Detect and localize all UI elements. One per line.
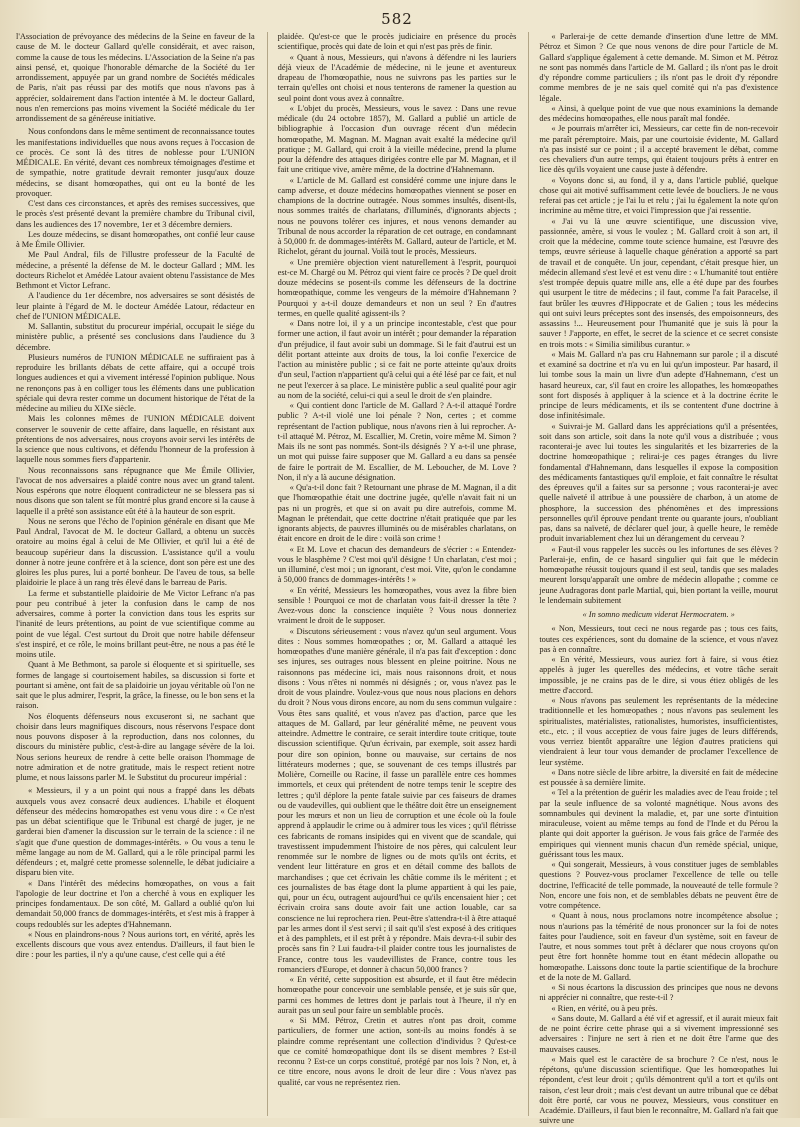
paragraph: « Non, Messieurs, tout ceci ne nous regarde pas ; tous ces faits, toutes ces expériences, sont du domaine de la science, et vous n'avez pas à en connaître.	[539, 624, 779, 654]
paragraph: « Mais M. Gallard n'a pas cru Hahnemann sur parole ; il a discuté et examiné sa doctrine et n'a vu en lui qu'un imposteur. Par hasard, il lui tombe sous la main un livre d'un adepte d'Hahnemann, c'est un hasard heureux, car, s'il faut en croire les allopathes, les homœopathes sont fort disposés à appliquer à la science et à la doctrine écrite le principe de leurs médicaments, et ils se contentent d'une doctrine à dose infinitésimale.	[539, 349, 779, 421]
paragraph: « Mais quel est le caractère de sa brochure ? Ce n'est, nous le répétons, qu'une discussion scientifique. Que les homœopathes lui répondent, c'est leur droit ; qu'ils démontrent qu'il a tort et qu'ils ont raison, c'est leur droit ; mais c'est devant un autre tribunal que ce débat doit être porté, car vous ne pouvez, Messieurs, vous constituer en Académie. D'ailleurs, il faut bien le reconnaître, M. Gallard n'a fait que suivre une	[539, 1054, 779, 1126]
paragraph: Nous confondons dans le même sentiment de reconnaissance toutes les manifestations individuelles que nous avons reçues à l'occasion de ce procès. Ce sont là des titres de noblesse pour L'UNION MÉDICALE. En vérité, devant ces nombreux témoignages d'estime et de sympathie, notre gratitude devrait remonter jusqu'aux douze médecins, se disant homœopathes, qui ont eu la bonté de les provoquer.	[16, 127, 255, 198]
paragraph: « Discutons sérieusement : vous n'avez qu'un seul argument. Vous dites : Nous sommes homœopathes ; or, M. Gallard a attaqué les homœopathes d'une manière générale, il n'a pas fait d'exception : donc ses injures, ses outrages nous blessent en pleine poitrine. Nous ne raisonnons pas médecine ici, mais nous raisonnons droit, et nous disons : Vous n'êtes ni nommés ni désignés ; or, vous n'avez pas le droit de vous plaindre. Voulez-vous que nous nous placions en dehors du droit ? Nous vous dirons encore, au nom du sens commun vulgaire : Vous êtes sans qualité, et vous n'avez pas d'action, parce que les attaques de M. Gallard, par leur généralité même, ne peuvent vous atteindre. Admettre le contraire, ce serait interdire toute critique, toute discussion scientifique. Qu'un écrivain, par exemple, soit assez hardi pour dire son opinion, bonne ou mauvaise, sur certains de nos littérateurs modernes ; que, se souvenant de ces temps illustrés par Molière, Corneille ou Racine, il fasse un parallèle entre ces hommes immortels, et ceux qui prétendent de notre temps tenir le sceptre des lettres ; qu'il déplore la pente fatale suivie par ces faiseurs de drames ou de vaudevilles, qui oublient que le théâtre doit être un enseignement pour les mœurs et non un lieu de corruption et une école où la foule apprend à applaudir le crime ou à admirer tous les vices ; qu'il flétrisse ces fabricants de romans insipides qui en vivent que de scandale, qui travestissent impudemment l'histoire de nos pères, qui calculent leur renommée sur le nombre de lignes ou de mots qu'ils ont écrits, et vendent leur littérature en gros et en détail comme des ballots de marchandises ; que cet écrivain les châtie comme ils le méritent ; et ces journalistes de bas étage dont la plume appartient à qui les paie, qui, pour un écu, outragent aujourd'hui ce qu'ils encensaient hier ; cet écrivain croira sans doute avoir fait une action louable, car sa conscience ne lui reprochera rien. Peut-être s'attendra-t-il à être attaqué par les armes dont il s'est servi ; il sait qu'il s'est exposé à des critiques et à des pamphlets, et il est prêt à y répondre. Mais devra-t-il subir des procès sans fin ? Lui faudra-t-il plaider contre tous les journalistes de France, contre tous les vaudevillistes de France, contre tous les romanciers d'Europe, et donner à chacun 50,000 francs ?	[277, 626, 517, 974]
paragraph: « Rien, en vérité, ou à peu près.	[551, 1003, 658, 1013]
paragraph: plaidée. Qu'est-ce que le procès judiciaire en présence du procès scientifique, procès qui date de loin et qui n'est pas près de finir.	[277, 32, 517, 52]
paragraph: « Dans notre siècle de libre arbitre, la diversité en fait de médecine est poussée à sa dernière limite.	[539, 767, 779, 787]
paragraph: « Ainsi, à quelque point de vue que nous examinions la demande des médecins homœopathes, elle nous paraît mal fondée.	[539, 103, 779, 123]
paragraph: Mais les colonnes mêmes de l'UNION MÉDICALE doivent conserver le souvenir de cette affaire, dans laquelle, en résistant aux prétentions de nos adversaires, nous croyons avoir servi les intérêts de la science que nous cultivons, et défendu l'honneur de la profession à laquelle nous sommes fiers d'appartenir.	[16, 414, 255, 465]
paragraph: « Nous n'avons pas seulement les représentants de la médecine traditionnelle et les homœopathes ; nous n'avons pas seulement les spiritualistes, matérialistes, rationalistes, humoristes, insufficientistes, etc., etc. ; il vous acceptiez de vous faire juges de leurs différends, vous verriez bientôt apparaître une légion d'autres praticiens qui viendraient à leur tour vous demander de proclamer l'excellence de leur système.	[539, 696, 779, 767]
paragraph: Nous ne serons que l'écho de l'opinion générale en disant que Me Paul Andral, l'avocat de M. le docteur Gallard, a obtenu un succès oratoire au moins égal à celui de Me Ollivier, et qu'il lui a été de beaucoup supérieur dans la discussion. L'assistance qu'il a voulu donner à notre jeune confrère et à la science, dont son père est une des gloires les plus pures, lui a porté bonheur. De l'aveu de tous, sa belle plaidoirie le place à un rang très élevé dans le barreau de Paris.	[16, 516, 255, 588]
paragraph: « L'objet du procès, Messieurs, vous le savez : Dans une revue médicale (du 24 octobre 1857), M. Gallard a publié un article de bibliographie à l'occasion d'un ouvrage récent d'un médecin homœopathe, M. Magnan. M. Magnan avait exalté la médecine qu'il pratique ; M. Gallard, qui croit à la vieille médecine, prend la plume pour la défendre des attaques dirigées contre elle par M. Magnan, et il fait une critique vive, amère même, de la doctrine d'Hahnemann.	[277, 103, 517, 175]
paragraph: « En vérité, cette supposition est absurde, et il faut être médecin homœopathe pour concevoir une semblable pensée, et je suis sûr que, parmi ces hommes de lettres dont je parlais tout à l'heure, il n'y en aurait pas un seul pour faire un semblable procès.	[277, 975, 517, 1015]
paragraph: « Si nous écartons la discussion des principes que nous ne devons ni apprécier ni connaître, que reste-t-il ?	[539, 983, 779, 1003]
paragraph: « Tel a la prétention de guérir les maladies avec de l'eau froide ; tel par la seule influence de sa volonté magnétique. Nous avons des somnambules qui devinent la maladie, et, par une sorte d'intuition miraculeuse, voient au même temps au fond de l'Inde et du Pérou la plante qui doit apporter la guérison. Je vous fais grâce de l'armée des empiriques qui viennent munis chacun d'un remède spécial, unique, guérissant tous les maux.	[539, 788, 779, 859]
page-number: 582	[381, 10, 413, 28]
paragraph: C'est dans ces circonstances, et après des remises successives, que le procès s'est présenté devant la première chambre du Tribunal civil, dans les audiences des 17 novembre, 1er et 3 décembre derniers.	[16, 199, 255, 229]
paragraph: « Et M. Love et chacun des demandeurs de s'écrier : « Entendez-vous le blasphème ? C'est moi qu'il désigne ! Un charlatan, c'est moi ; un illuminé, c'est moi ; un ignorant, c'est moi. Vite, qu'on le condamne à 50,000 francs de dommages-intérêts ! »	[277, 544, 517, 585]
paragraph: « L'article de M. Gallard est considéré comme une injure dans le camp adverse, et douze médecins homœopathes viennent se poser en champions de la doctrine outragée. Nous sommes insultés, disent-ils, nous sommes traités de charlatans, d'illuminés, d'ignorants abjects ; nous ne pouvons tolérer ces injures, et nous venons demander au Tribunal de nous accorder la réparation de cet outrage, en condamnant à 50,000 fr. de dommages-intérêts M. Gallard, auteur de l'article, et M. Richelot, gérant du journal. Voilà tout le procès, Messieurs.	[277, 175, 517, 257]
text-columns	[16, 32, 779, 1126]
paragraph: La ferme et substantielle plaidoirie de Me Victor Lefranc n'a pas pour peu contribué à jeter la confusion dans le camp de nos adversaires, comme à porter la conviction dans tous les esprits sur l'inanité de leurs prétentions, au point de vue scientifique comme au point de vue légal. C'est surtout du Droit que notre habile défenseur s'est inspiré, et ce rôle, le moins brillant peut-être, ne nous a pas été le moins utile.	[16, 588, 255, 659]
paragraph: « Messieurs, il y a un point qui nous a frappé dans les débats auxquels vous avez consacré deux audiences. L'habile et éloquent défenseur des médecins homœopathes est venu vous dire : « Ce n'est pas un débat scientifique que le Tribunal est chargé de juger, je ne garderai bien d'amener la discussion sur le terrain de la science : il ne s'agit que d'une question de dommages-intérêts. » Ou vous a tenu le même langage au nom de M. Gallard, qui a le rôle principal parmi les défendeurs ; et, malgré cette promesse solennelle, le débat judiciaire a disparu bien vite.	[16, 786, 255, 878]
paragraph: « En vérité, Messieurs, vous auriez fort à faire, si vous étiez appelés à juger les querelles des médecins, et votre tâche serait impossible, je ne crains pas de le dire, si vous étiez obligés de les mettre d'accord.	[539, 655, 779, 695]
column-right	[528, 32, 779, 1126]
paragraph: Nos éloquents défenseurs nous excuseront si, ne sachant que choisir dans leurs magnifiques discours, nous réservons l'espace dont nous pouvons disposer à la reproduction, dans nos colonnes, du discours du ministère public, c'est-à-dire au langage sévère de la loi. Nous serions heureux de rendre à cette belle oraison l'hommage de notre admiration et de notre gratitude, mais le respect retient notre plume, et nous laissons parler M. le Substitut du procureur impérial :	[16, 711, 255, 782]
paragraph: Quant à Me Bethmont, sa parole si éloquente et si spirituelle, ses formes de langage si courtoisement habiles, sa discussion si forte et pourtant si amène, ont fait de sa plaidoirie un joyau véritable où l'on ne sait que le plus admirer, l'esprit, la grâce, la finesse, ou le bon sens et la raison.	[16, 660, 255, 711]
paragraph: « Suivrai-je M. Gallard dans les appréciations qu'il a présentées, soit dans son article, soit dans la note qu'il vous a distribuée ; vous raconterai-je avec lui toutes les singularités et les bizarreries de la doctrine homœopathique ; relirai-je ces pages étranges du livre fondamental d'Hahnemann, dans lesquelles il expose la composition des médicaments fantastiques qu'il emploie, et fait connaître le résultat des épreuves qu'il a faites sur sa personne ; vous raconterai-je avec quelle naïveté il attribue à une poussière de charbon, à un atome de phosphore, la succession des phénomènes et des impressions personnelles qu'il éprouve pendant trente ou quarante jours, n'oubliant pas, dans sa naïveté, de déclarer quel jour, à quelle heure, le remède produit invariablement chez lui un dérangement du cerveau ?	[539, 421, 779, 544]
paragraph: Nous reconnaissons sans répugnance que Me Émile Ollivier, l'avocat de nos adversaires a plaidé contre nous avec un grand talent. Nous espérons que notre éloquent contradicteur ne se blessera pas si nous disons que son talent se fût montré plus grand encore si la cause à laquelle il a prêté son assistance eût été à la hauteur de son esprit.	[16, 465, 255, 516]
paragraph: Me Paul Andral, fils de l'illustre professeur de la Faculté de médecine, a présenté la défense de M. le docteur Gallard ; MM. les docteurs Richelot et Amédée Latour avaient obtenu l'assistance de Mes Bethmont et Victor Lefranc.	[16, 250, 255, 290]
paragraph: « Une première objection vient naturellement à l'esprit, pourquoi est-ce M. Chargé ou M. Pétroz qui vient faire ce procès ? De quel droit douze médecins se posent-ils comme les défenseurs de la doctrine homœopathique, comme les vengeurs de la mémoire d'Hahnemann ? Pourquoi y a-t-il douze demandeurs et non un seul ? En d'autres termes, en quelle qualité agissent-ils ?	[277, 257, 517, 318]
paragraph: « Qui contient donc l'article de M. Gallard ? A-t-il attaqué l'ordre public ? A-t-il violé une loi pénale ? Non, certes ; et comme représentant de l'action publique, nous n'avons rien à lui reprocher. A-t-il attaqué M. Pétroz, M. Escallier, M. Cretin, voire même M. Simon ? Mais ils ne sont pas nommés. Sont-ils désignés ? Y a-t-il une phrase, un mot qui puisse faire supposer que M. Gallard a eu dans sa pensée de faire le portrait de M. Escallier, de M. Leboucher, de M. Love ? Non, il n'y a là aucune désignation.	[277, 401, 517, 482]
paragraph: Plusieurs numéros de l'UNION MÉDICALE ne suffiraient pas à reproduire les brillants débats de cette affaire, qui a occupé trois longues audiences et qui a vivement intéressé l'opinion publique. Nous ne renonçons pas à en colliger tous les éléments dans une publication spéciale qui devra rester comme un document historique de l'état de la médecine au milieu du XIXe siècle.	[16, 352, 255, 413]
paragraph: « J'ai vu là une œuvre scientifique, une discussion vive, passionnée, amère, si vous le voulez ; M. Gallard croit à son art, il croit que la médecine, comme toute science humaine, est l'œuvre des temps, œuvre sérieuse à laquelle chaque génération a apporté sa part de travail et de conquête. Un jour, cependant, c'était presque hier, un médecin allemand s'est levé et est venu dire : « L'humanité tout entière s'est trompée depuis quatre mille ans, elle a été dupe par des fourbes qui usurpent le titre de médecins ; il faut, comme l'a fait Paracelse, il faut brûler les œuvres d'Hippocrate et de Galien ; tous les médecins qui ont suivi leurs préceptes sont des insensés, des empoisonneurs, des assassins !... Heureusement pour l'humanité que je suis là pour la sauver ! J'apporte, en effet, le secret de la science et ce secret consiste en trois mots : « Similia similibus curantur. »	[539, 216, 779, 349]
paragraph: « Si MM. Pétroz, Cretin et autres n'ont pas droit, comme particuliers, de former une action, sont-ils au moins fondés à se plaindre comme représentant une collection d'individus ? Qu'est-ce que ce comité homœopathique dont ils se disent membres ? Est-il reconnu ? Est-ce un corps constitué, protégé par nos lois ? Non, et, à ce titre encore, nous avons le droit de leur dire : Vous n'avez pas qualité, car vous ne représentez rien.	[277, 1016, 517, 1087]
paragraph: « Parlerai-je de cette demande d'insertion d'une lettre de MM. Pétroz et Simon ? Ce que nous venons de dire pour l'article de M. Gallard s'applique également à cette demande. M. Simon et M. Pétroz ne sont pas nommés dans l'article de M. Gallard ; ils n'ont pas le droit d'y répondre comme particuliers ; ils n'ont pas le droit d'y répondre comme membres de je ne sais quel comité qui n'a pas d'existence légale.	[539, 32, 779, 103]
paragraph: « Faut-il vous rappeler les succès ou les infortunes de ses élèves ? Parlerai-je, enfin, de ce hasard singulier qui fait que le médecin homœopathe réussit toujours quand il est seul, tandis que ses malades meurent lorsqu'apparaît une ombre de médecin allopathe ; comme ce jeune Audragoras dont parle Martial, qui, bien portant la veille, mourut le lendemain subitement	[539, 544, 779, 605]
paragraph: l'Association de prévoyance des médecins de la Seine en faveur de la cause de M. le docteur Gallard qu'elle considérait, et avec raison, comme la cause de tous les médecins. L'Association de la Seine n'a pas ainsi pensé, et, quoique l'honorable démarche de la Société du 1er arrondissement, appuyée par un grand nombre de Sociétés médicales de Paris, n'ait pas réussi par des motifs que nous n'avons pas à apprécier, soldairement dans l'action intentée à M. le docteur Gallard, nous n'en remercions pas moins vivement la Société médicale du 1er arrondissement de sa généreuse initiative.	[16, 32, 255, 123]
paragraph: « Dans notre loi, il y a un principe incontestable, c'est que pour former une action, il faut avoir un intérêt ; pour demander la réparation d'un préjudice, il faut avoir subi un dommage. Si le fait d'autrui est un délit portant atteinte aux droits de tous, la loi confie l'exercice de l'action au ministère public ; si ce fait ne porte atteinte qu'aux droits d'un seul, l'action n'appartient qu'à celui qui a été lésé par ce fait, et nul ne peut l'exercer à sa place. Le ministère public a seul qualité pour agir au nom de la société, celui-ci qui a seul le droit de s'en plaindre.	[277, 319, 517, 400]
paragraph: « Qu'a-t-il donc fait ? Retournant une phrase de M. Magnan, il a dit que l'homœopathie était une doctrine jugée, qu'elle n'avait fait ni un pas ni un progrès, et que si on avait pu dire autrefois, comme M. Magnan le prétendait, que cette doctrine n'était pratiquée que par les ignorants abjects, de pauvres illuminés ou de misérables charlatans, on était encore en droit de le dire : voilà son crime !	[277, 483, 517, 544]
column-left	[16, 32, 255, 1116]
paragraph: « Sans doute, M. Gallard a été vif et agressif, et il aurait mieux fait de ne point écrire cette phrase qui a si vivement impressionné ses adversaires : l'injure ne sert à rien et ne doit être l'arme que des mauvaises causes.	[539, 1013, 779, 1054]
paragraph: « Nous en plaindrons-nous ? Nous aurions tort, en vérité, après les excellents discours que vous avez entendus. D'ailleurs, il faut bien le dire : pour les parties, il n'y a qu'une cause, c'est celle qui a été	[16, 929, 255, 960]
paragraph: Les douze médecins, se disant homœopathes, ont confié leur cause à Me Émile Ollivier.	[16, 229, 255, 249]
paragraph: A l'audience du 1er décembre, nos adversaires se sont désistés de leur plainte à l'égard de M. le docteur Amédée Latour, rédacteur en chef de l'UNION MÉDICALE.	[16, 291, 255, 321]
paragraph: « Quant à nous, Messieurs, qui n'avons à défendre ni les lauriers déjà vieux de l'Académie de médecine, ni le jeune et aventureux drapeau de l'homœopathie, nous ne suivrons pas les parties sur le terrain qu'elles ont choisi et nous tenterons de ramener la question au seul point dont vous avez à connaître.	[277, 52, 517, 103]
paragraph: « Voyons donc si, au fond, il y a, dans l'article publié, quelque chose qui ait motivé suffisamment cette levée de boucliers. Je ne vous referai pas cet article ; je l'ai lu et relu ; j'ai lu également la note qu'on incrimine au même titre, et voici l'impression que j'ai ressentie.	[539, 175, 779, 216]
latin-quotation: « In somno medicum viderat Hermocratem. »	[582, 610, 735, 619]
column-middle	[267, 32, 517, 1116]
paragraph: « Qui songerait, Messieurs, à vous constituer juges de semblables questions ? Pouvez-vous proclamer l'excellence de telle ou telle doctrine, l'efficacité de telle pommade, la nouveauté de telle formule ? Non, encore une fois non, et de semblables débats ne peuvent être de votre compétence.	[539, 860, 779, 910]
paragraph: M. Sallantin, substitut du procureur impérial, occupait le siége du ministère public, a présenté ses conclusions dans l'audience du 3 décembre.	[16, 322, 255, 352]
paragraph: « Je pourrais m'arrêter ici, Messieurs, car cette fin de non-recevoir me paraît péremptoire. Mais, par une courtoisie évidente, M. Gallard n'a pas insisté sur ce point ; il a accepté bravement le débat, comme ces chevaliers d'un autre temps, qui étaient toujours prêts à entrer en lice dès qu'ils voyaient une cause juste à défendre.	[539, 124, 779, 175]
paragraph: « En vérité, Messieurs les homœopathes, vous avez la fibre bien sensible ! Pourquoi ce mot de charlatan vous fait-il dresser la tête ? Avez-vous donc la conscience inquiète ? Vous nous donneriez vraiment le droit de le supposer.	[277, 585, 517, 626]
paragraph: « Dans l'intérêt des médecins homœopathes, on vous a fait l'apologie de leur doctrine et l'on a cherché à vous en expliquer les principes fondamentaux. De son côté, M. Gallard a oublié qu'on lui demandait 50,000 francs de dommages-intérêts, et s'est mis à frapper à coups redoublés sur les adeptes d'Hahnemann.	[16, 878, 255, 929]
paragraph: « Quant à nous, nous proclamons notre incompétence absolue ; nous n'aurions pas la témérité de nous prononcer sur la foi de notes faites pour l'audience, soit en faveur d'un système, soit en faveur de l'autre, et nous sommes tout prêt à déclarer que nous croyons qu'on peut être fort honnête homme tout en étant médecin allopathe ou homœopathe. Laissons donc toute la partie scientifique de la brochure et de la note de M. Gallard.	[539, 911, 779, 982]
